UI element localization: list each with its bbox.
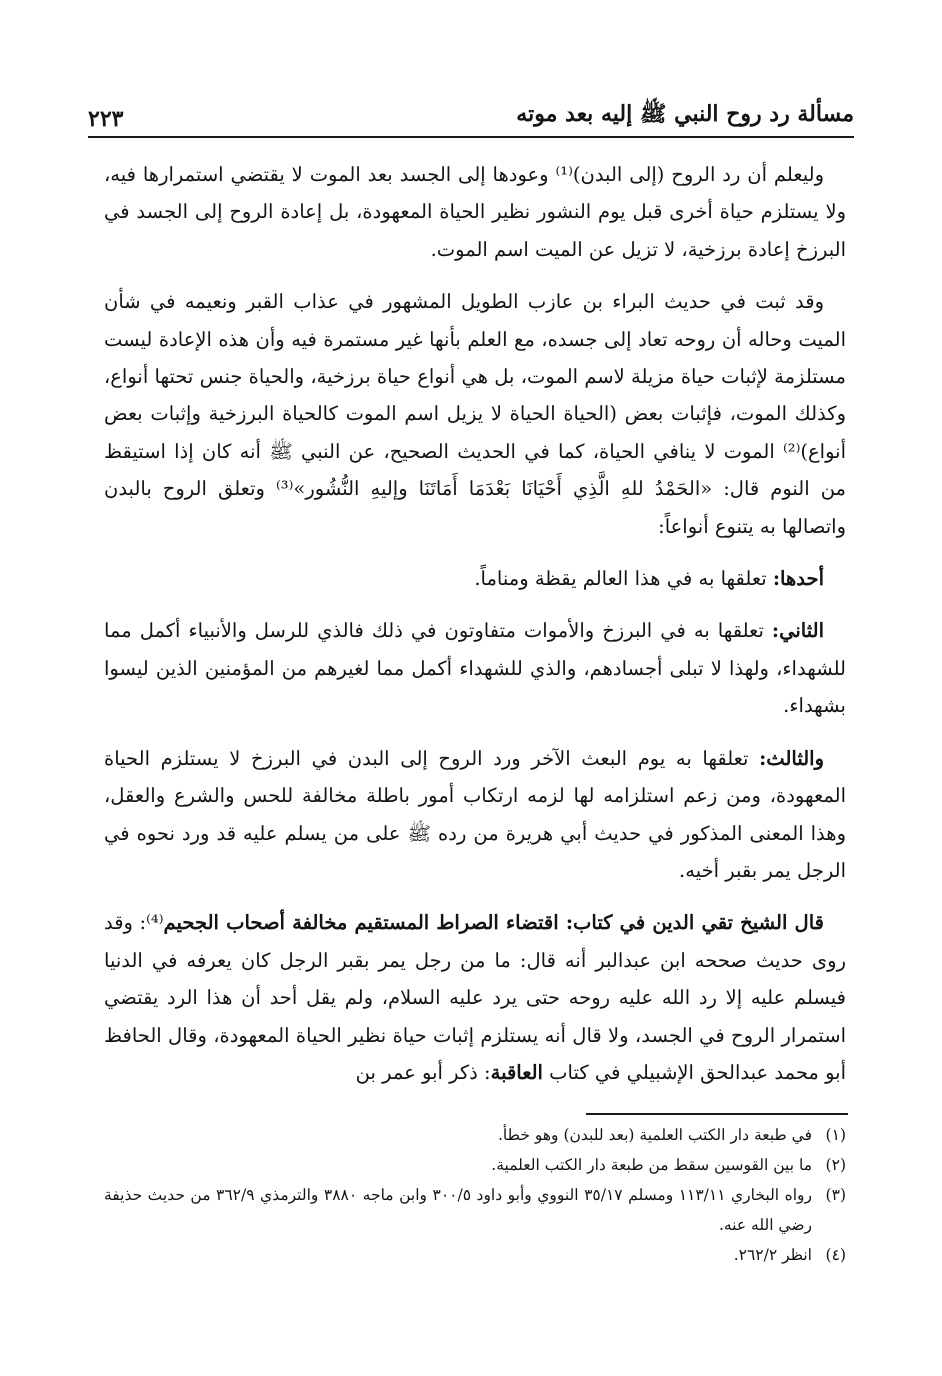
footnote-4-number: (٤) (825, 1246, 846, 1264)
paragraph-6-text-a: ⁽⁴⁾: وقد روى حديث صححه ابن عبدالبر أنه قال: ما من رجل يمر بقبر الرجل كان يعرفه في الدنيا فيسلم عليه إلا رد الله عليه روحه حتى يرد عليه السلام، ولم يقل أحد أن هذا الرد يقتضي استمرار الروح في الجسد، ولا قال أنه يستلزم إثبات حياة نظير الحياة المعهودة، وقال الحافظ أبو محمد عبدالحق الإشبيلي في كتاب (104, 911, 846, 1084)
paragraph-3 (104, 560, 846, 597)
header-title: مسألة رد روح النبي ﷺ إليه بعد موته (516, 101, 854, 127)
paragraph-6 (104, 904, 846, 1091)
footnote-3 (104, 1180, 846, 1240)
paragraph-5-text: تعلقها به يوم البعث الآخر ورد الروح إلى البدن في البرزخ لا يستلزم الحياة المعهودة، ومن زعم استلزامه لها لزمه ارتكاب أمور باطلة مخالفة للحس والشرع والعقل، وهذا المعنى المذكور في حديث أبي هريرة من رده ﷺ على من يسلم عليه قد ورد نحوه في الرجل يمر بقبر أخيه. (104, 746, 846, 882)
paragraph-4-text: تعلقها به في البرزخ والأموات متفاوتون في ذلك فالذي للرسل والأنبياء أكمل مما للشهداء، ولهذا لا تبلى أجسادهم، والذي للشهداء أكمل مما لغيرهم من المؤمنين الذين ليسوا بشهداء. (104, 619, 846, 718)
paragraph-6-text-b: : ذكر أبو عمر بن (355, 1060, 491, 1084)
paragraph-3-text: تعلقها به في هذا العالم يقظة ومناماً. (474, 567, 773, 591)
footnote-2-text: ما بين القوسين سقط من طبعة دار الكتب العلمية. (491, 1156, 812, 1174)
footnote-1-text: في طبعة دار الكتب العلمية (بعد للبدن) وهو خطأ. (498, 1126, 812, 1144)
paragraph-1: وليعلم أن رد الروح (إلى البدن)⁽¹⁾ وعودها إلى الجسد بعد الموت لا يقتضي استمرارها فيه، ولا يستلزم حياة أخرى قبل يوم النشور نظير الحياة المعهودة، بل إعادة الروح إلى الجسد في البرزخ إعادة برزخية، لا تزيل عن الميت اسم الموت. (104, 163, 846, 261)
main-text (104, 156, 846, 1106)
footnote-3-text: رواه البخاري ١١٣/١١ ومسلم ٣٥/١٧ النووي وأبو داود ٣٠٠/٥ وابن ماجه ٣٨٨٠ والترمذي ٣٦٢/٩ من حديث حذيفة رضي الله عنه. (104, 1186, 812, 1234)
paragraph-2: وقد ثبت في حديث البراء بن عازب الطويل المشهور في عذاب القبر ونعيمه في شأن الميت وحاله أن روحه تعاد إلى جسده، مع العلم بأنها غير مستمرة فيه وأن هذه الإعادة ليست مستلزمة لإثبات حياة مزيلة لاسم الموت، بل هي أنواع حياة برزخية، والحياة جنس تحتها أنواع، وكذلك الموت، فإثبات بعض (الحياة الحياة لا يزيل اسم الموت كالحياة البرزخية وإثبات بعض أنواع)⁽²⁾ الموت لا ينافي الحياة، كما في الحديث الصحيح، عن النبي ﷺ أنه كان إذا استيقظ من النوم قال: «الحَمْدُ للهِ الَّذِي أَحْيَانَا بَعْدَمَا أَمَاتَنَا وإليهِ النُّشُور»⁽³⁾ وتعلق الروح بالبدن واتصالها به يتنوع أنواعاً: (104, 290, 846, 538)
running-header (88, 92, 854, 132)
footnote-2 (104, 1150, 846, 1180)
footnote-1 (104, 1120, 846, 1150)
paragraph-3-lead: أحدها: (772, 567, 824, 591)
footnote-divider (586, 1113, 848, 1115)
footnote-3-number: (٣) (825, 1186, 846, 1204)
paragraph-6-book-title: العاقبة (490, 1060, 543, 1084)
paragraph-5-lead: والثالث: (759, 746, 824, 770)
header-divider (88, 136, 854, 138)
paragraph-6-lead: قال الشيخ تقي الدين في كتاب: اقتضاء الصراط المستقيم مخالفة أصحاب الجحيم (163, 911, 824, 935)
paragraph-5 (104, 740, 846, 890)
footnote-4-text: انظر ٢٦٢/٢. (733, 1246, 812, 1264)
footnotes (104, 1120, 846, 1270)
footnote-2-number: (٢) (825, 1156, 846, 1174)
paragraph-4 (104, 612, 846, 724)
page-number: ٢٢٣ (88, 106, 124, 132)
footnote-1-number: (١) (825, 1126, 846, 1144)
paragraph-4-lead: الثاني: (771, 619, 824, 643)
footnote-4 (104, 1240, 846, 1270)
